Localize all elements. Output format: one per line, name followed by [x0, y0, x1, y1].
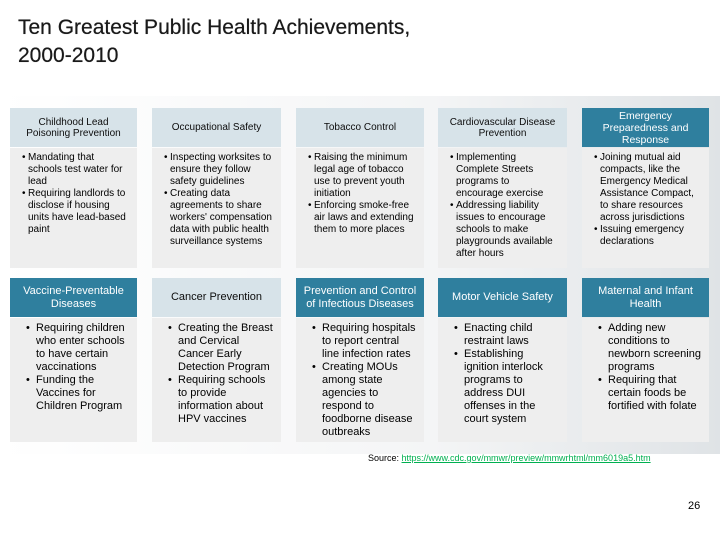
list-item: • Requiring hospitals to report central line infection rates — [304, 322, 416, 361]
header-tobacco-control: Tobacco Control — [296, 108, 424, 147]
header-vaccine-preventable: Vaccine-Preventable Diseases — [10, 278, 137, 317]
source-citation — [368, 452, 708, 464]
cell-cardiovascular — [438, 148, 567, 268]
cell-tobacco-control — [296, 148, 424, 268]
header-maternal-infant-health: Maternal and Infant Health — [582, 278, 709, 317]
list-item: • Inspecting worksites to ensure they follow safety guidelines — [160, 152, 273, 188]
list-item: • Creating MOUs among state agencies to respond to foodborne disease outbreaks — [304, 361, 416, 439]
list-item: • Adding new conditions to newborn screening programs — [590, 322, 701, 374]
cell-vaccine-preventable — [10, 318, 137, 442]
header-lead-poisoning: Childhood Lead Poisoning Prevention — [10, 108, 137, 147]
header-occupational-safety: Occupational Safety — [152, 108, 281, 147]
header-emergency-preparedness: Emergency Preparedness and Response — [582, 108, 709, 147]
cell-infectious-diseases — [296, 318, 424, 442]
header-motor-vehicle-safety: Motor Vehicle Safety — [438, 278, 567, 317]
slide-title — [18, 14, 578, 70]
source-label: Source: — [368, 453, 402, 463]
list-item: • Enforcing smoke-free air laws and extending them to more places — [304, 200, 416, 236]
slide-title-line-1: Ten Greatest Public Health Achievements, — [18, 16, 411, 39]
list-item: • Requiring schools to provide information about HPV vaccines — [160, 374, 273, 426]
cell-maternal-infant-health — [582, 318, 709, 442]
list-item: • Funding the Vaccines for Children Program — [18, 374, 129, 413]
page-number: 26 — [688, 500, 701, 512]
cell-emergency-preparedness — [582, 148, 709, 268]
list-item: • Creating data agreements to share workers' compensation data with public health surveillance systems — [160, 188, 273, 248]
source-link[interactable]: https://www.cdc.gov/mmwr/preview/mmwrhtml/mm6019a5.htm — [401, 453, 651, 463]
list-item: • Requiring that certain foods be fortified with folate — [590, 374, 701, 413]
header-cardiovascular: Cardiovascular Disease Prevention — [438, 108, 567, 147]
cell-occupational-safety — [152, 148, 281, 268]
list-item: • Raising the minimum legal age of tobacco use to prevent youth initiation — [304, 152, 416, 200]
list-item: • Addressing liability issues to encourage schools to make playgrounds available after hours — [446, 200, 559, 260]
list-item: • Requiring children who enter schools to have certain vaccinations — [18, 322, 129, 374]
cell-lead-poisoning — [10, 148, 137, 268]
list-item: • Implementing Complete Streets programs to encourage exercise — [446, 152, 559, 200]
slide-title-line-2: 2000-2010 — [18, 44, 119, 67]
list-item: • Joining mutual aid compacts, like the Emergency Medical Assistance Compact, to share resources across jurisdictions — [590, 152, 701, 224]
list-item: • Issuing emergency declarations — [590, 224, 701, 248]
list-item: • Enacting child restraint laws — [446, 322, 559, 348]
header-infectious-diseases: Prevention and Control of Infectious Diseases — [296, 278, 424, 317]
list-item: • Mandating that schools test water for lead — [18, 152, 129, 188]
list-item: • Establishing ignition interlock programs to address DUI offenses in the court system — [446, 348, 559, 426]
cell-motor-vehicle-safety — [438, 318, 567, 442]
cell-cancer-prevention — [152, 318, 281, 442]
list-item: • Creating the Breast and Cervical Cancer Early Detection Program — [160, 322, 273, 374]
header-cancer-prevention: Cancer Prevention — [152, 278, 281, 317]
list-item: • Requiring landlords to disclose if housing units have lead-based paint — [18, 188, 129, 236]
